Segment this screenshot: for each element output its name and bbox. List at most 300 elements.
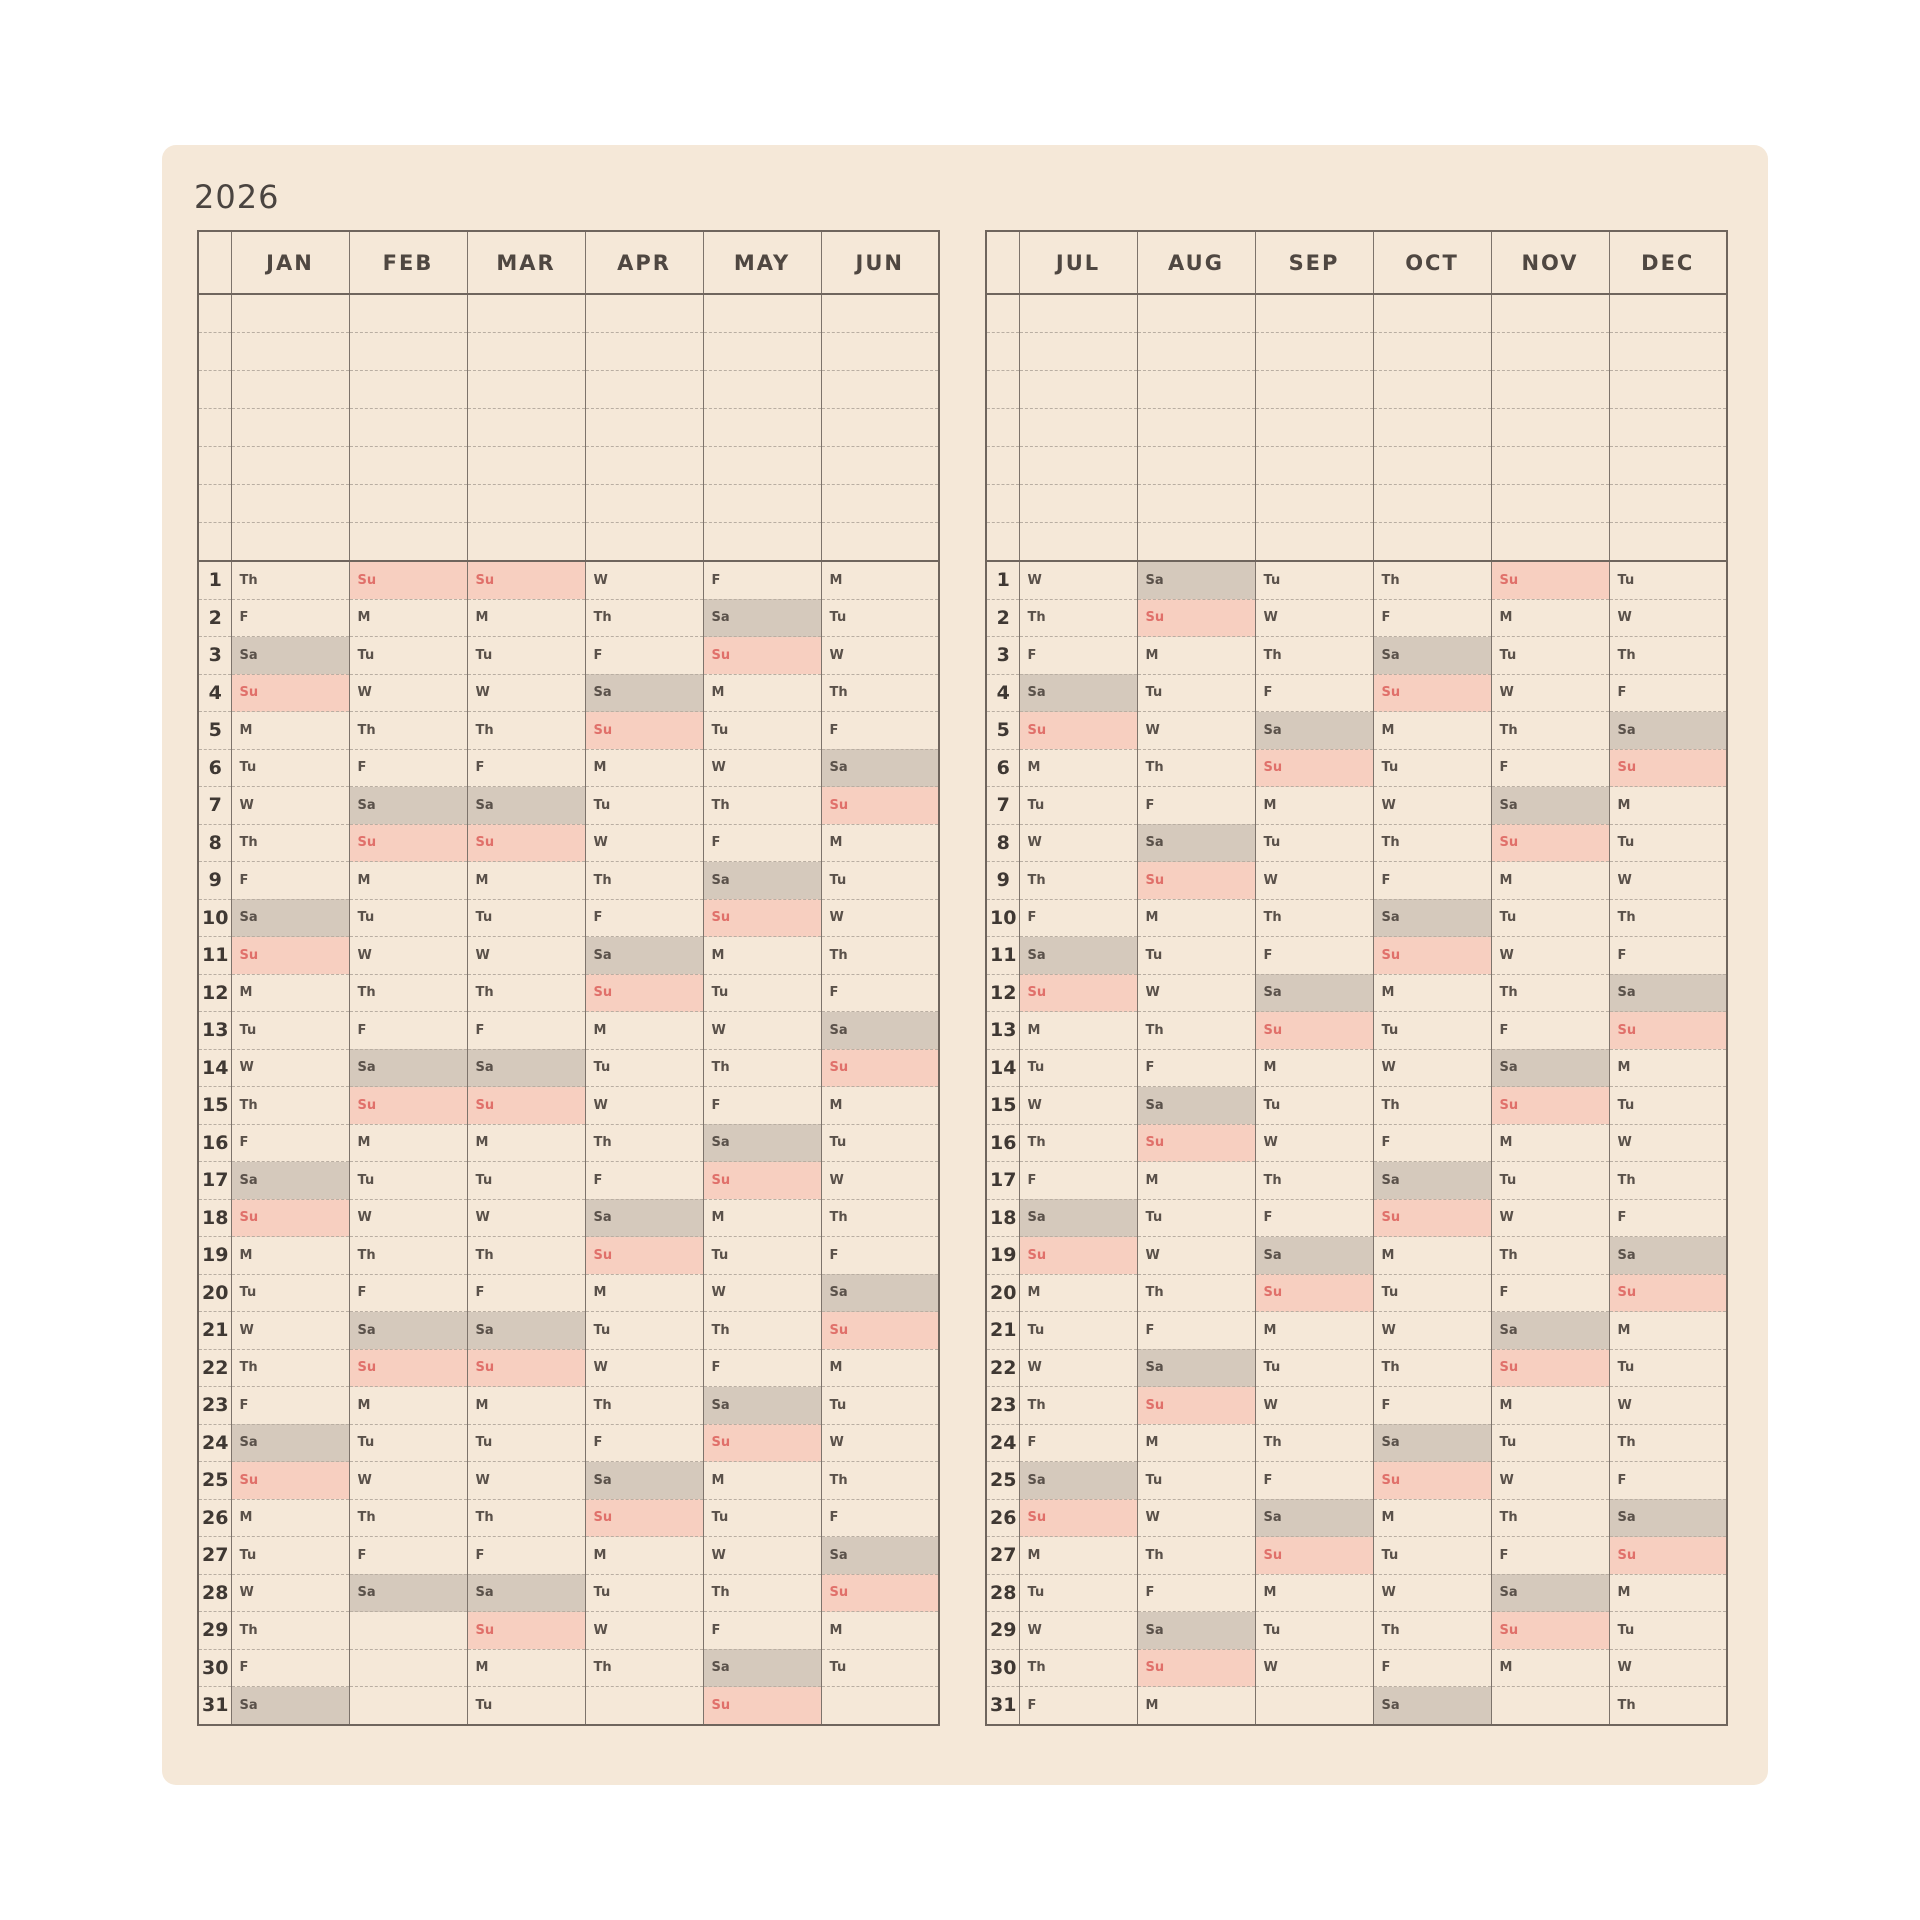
weekday-cell[interactable]: M	[1373, 1499, 1491, 1537]
weekday-cell[interactable]: Tu	[231, 1537, 349, 1575]
weekday-cell[interactable]: F	[1373, 862, 1491, 900]
weekday-cell[interactable]: Tu	[1373, 1012, 1491, 1050]
weekday-cell[interactable]: F	[1137, 1312, 1255, 1350]
note-cell[interactable]	[198, 409, 231, 447]
weekday-cell[interactable]: W	[585, 561, 703, 599]
weekday-cell[interactable]: M	[1491, 1124, 1609, 1162]
weekday-cell[interactable]: Sa	[467, 1312, 585, 1350]
weekday-cell[interactable]: W	[1019, 824, 1137, 862]
note-cell[interactable]	[1609, 333, 1727, 371]
weekday-cell[interactable]: Th	[821, 674, 939, 712]
weekday-cell[interactable]: Su	[1019, 1499, 1137, 1537]
note-cell[interactable]	[1019, 333, 1137, 371]
weekday-cell[interactable]: Th	[349, 712, 467, 750]
weekday-cell[interactable]: Sa	[1137, 1087, 1255, 1125]
note-cell[interactable]	[1609, 409, 1727, 447]
weekday-cell[interactable]: Sa	[349, 1574, 467, 1612]
weekday-cell[interactable]: W	[1491, 1199, 1609, 1237]
weekday-cell[interactable]: Su	[821, 1574, 939, 1612]
weekday-cell[interactable]: F	[1609, 937, 1727, 975]
note-cell[interactable]	[703, 523, 821, 562]
weekday-cell[interactable]: Sa	[1373, 1687, 1491, 1725]
weekday-cell[interactable]: W	[703, 1012, 821, 1050]
weekday-cell[interactable]: Su	[1491, 1612, 1609, 1650]
weekday-cell[interactable]: W	[821, 1162, 939, 1200]
weekday-cell[interactable]: Su	[703, 637, 821, 675]
note-cell[interactable]	[703, 333, 821, 371]
weekday-cell[interactable]: Su	[703, 899, 821, 937]
note-cell[interactable]	[703, 447, 821, 485]
note-cell[interactable]	[1019, 447, 1137, 485]
weekday-cell[interactable]: Th	[1137, 749, 1255, 787]
weekday-cell[interactable]: M	[467, 1649, 585, 1687]
weekday-cell[interactable]: M	[1373, 1237, 1491, 1275]
weekday-cell[interactable]: Tu	[821, 599, 939, 637]
weekday-cell[interactable]: Sa	[1491, 1574, 1609, 1612]
weekday-cell[interactable]: Th	[1491, 974, 1609, 1012]
weekday-cell[interactable]: Sa	[231, 1424, 349, 1462]
weekday-cell[interactable]: F	[1491, 1537, 1609, 1575]
weekday-cell[interactable]: Th	[1491, 1499, 1609, 1537]
weekday-cell[interactable]: M	[349, 1124, 467, 1162]
weekday-cell[interactable]: F	[1255, 1462, 1373, 1500]
weekday-cell[interactable]: W	[467, 937, 585, 975]
weekday-cell[interactable]: Su	[1609, 1537, 1727, 1575]
weekday-cell[interactable]: M	[703, 937, 821, 975]
weekday-cell[interactable]: Sa	[703, 599, 821, 637]
weekday-cell[interactable]: Tu	[1019, 1574, 1137, 1612]
note-cell[interactable]	[198, 485, 231, 523]
weekday-cell[interactable]: Th	[585, 862, 703, 900]
note-cell[interactable]	[821, 371, 939, 409]
weekday-cell[interactable]: W	[1609, 862, 1727, 900]
weekday-cell[interactable]: Su	[1373, 937, 1491, 975]
weekday-cell[interactable]: W	[1609, 1649, 1727, 1687]
weekday-cell[interactable]: Sa	[585, 1462, 703, 1500]
weekday-cell[interactable]: Su	[821, 787, 939, 825]
note-cell[interactable]	[467, 523, 585, 562]
note-cell[interactable]	[703, 371, 821, 409]
weekday-cell[interactable]: W	[1491, 937, 1609, 975]
weekday-cell[interactable]: Su	[349, 1349, 467, 1387]
note-cell[interactable]	[231, 371, 349, 409]
weekday-cell[interactable]: Sa	[1255, 974, 1373, 1012]
note-cell[interactable]	[1609, 485, 1727, 523]
weekday-cell[interactable]: Su	[1609, 1274, 1727, 1312]
note-cell[interactable]	[1373, 523, 1491, 562]
weekday-cell[interactable]: W	[821, 899, 939, 937]
weekday-cell[interactable]: M	[1609, 1049, 1727, 1087]
weekday-cell[interactable]: Su	[231, 1462, 349, 1500]
note-cell[interactable]	[1609, 371, 1727, 409]
note-cell[interactable]	[821, 485, 939, 523]
weekday-cell[interactable]: Th	[1019, 1124, 1137, 1162]
weekday-cell[interactable]: W	[1255, 599, 1373, 637]
weekday-cell[interactable]: Th	[1137, 1274, 1255, 1312]
weekday-cell[interactable]: F	[1373, 1387, 1491, 1425]
weekday-cell[interactable]: Th	[703, 787, 821, 825]
note-cell[interactable]	[585, 294, 703, 333]
weekday-cell[interactable]: M	[349, 1387, 467, 1425]
note-cell[interactable]	[349, 371, 467, 409]
weekday-cell[interactable]: M	[1491, 599, 1609, 637]
note-cell[interactable]	[467, 485, 585, 523]
weekday-cell[interactable]: Su	[231, 937, 349, 975]
note-cell[interactable]	[1491, 523, 1609, 562]
weekday-cell[interactable]: M	[1491, 1649, 1609, 1687]
note-cell[interactable]	[986, 485, 1019, 523]
weekday-cell[interactable]: W	[1609, 1387, 1727, 1425]
weekday-cell[interactable]: Th	[1255, 637, 1373, 675]
weekday-cell[interactable]: Tu	[349, 1424, 467, 1462]
weekday-cell[interactable]: Tu	[1609, 1612, 1727, 1650]
note-cell[interactable]	[1491, 485, 1609, 523]
weekday-cell[interactable]: M	[467, 1124, 585, 1162]
weekday-cell[interactable]: F	[1137, 1049, 1255, 1087]
weekday-cell[interactable]: W	[349, 1462, 467, 1500]
note-cell[interactable]	[585, 485, 703, 523]
weekday-cell[interactable]: Tu	[585, 1312, 703, 1350]
weekday-cell[interactable]: Sa	[585, 674, 703, 712]
weekday-cell[interactable]: W	[231, 787, 349, 825]
note-cell[interactable]	[986, 409, 1019, 447]
weekday-cell[interactable]: Su	[1609, 1012, 1727, 1050]
note-cell[interactable]	[231, 333, 349, 371]
weekday-cell[interactable]: Tu	[1609, 824, 1727, 862]
weekday-cell[interactable]: F	[1019, 1687, 1137, 1725]
note-cell[interactable]	[1373, 447, 1491, 485]
note-cell[interactable]	[585, 333, 703, 371]
weekday-cell[interactable]: Sa	[703, 1649, 821, 1687]
weekday-cell[interactable]: Tu	[1137, 1199, 1255, 1237]
note-cell[interactable]	[1609, 523, 1727, 562]
weekday-cell[interactable]: Su	[1609, 749, 1727, 787]
weekday-cell[interactable]: Tu	[1255, 561, 1373, 599]
weekday-cell[interactable]: M	[821, 1612, 939, 1650]
weekday-cell[interactable]: Tu	[1373, 1274, 1491, 1312]
weekday-cell[interactable]: Th	[585, 1387, 703, 1425]
weekday-cell[interactable]: M	[703, 674, 821, 712]
note-cell[interactable]	[1491, 409, 1609, 447]
weekday-cell[interactable]: Th	[231, 1612, 349, 1650]
weekday-cell[interactable]: Th	[1609, 637, 1727, 675]
weekday-cell[interactable]: Th	[1609, 899, 1727, 937]
weekday-cell[interactable]: Sa	[821, 1012, 939, 1050]
weekday-cell[interactable]: Sa	[821, 749, 939, 787]
weekday-cell[interactable]: M	[703, 1199, 821, 1237]
weekday-cell[interactable]: F	[1255, 937, 1373, 975]
weekday-cell[interactable]: F	[231, 1124, 349, 1162]
weekday-cell[interactable]: W	[231, 1312, 349, 1350]
empty-day-cell[interactable]	[349, 1687, 467, 1725]
weekday-cell[interactable]: M	[1137, 637, 1255, 675]
weekday-cell[interactable]: Su	[1491, 561, 1609, 599]
weekday-cell[interactable]: Tu	[231, 749, 349, 787]
note-cell[interactable]	[986, 371, 1019, 409]
weekday-cell[interactable]: Sa	[1137, 1349, 1255, 1387]
weekday-cell[interactable]: Sa	[1137, 561, 1255, 599]
weekday-cell[interactable]: Th	[1019, 1649, 1137, 1687]
weekday-cell[interactable]: Tu	[1373, 1537, 1491, 1575]
weekday-cell[interactable]: Sa	[1609, 974, 1727, 1012]
weekday-cell[interactable]: Th	[1373, 1087, 1491, 1125]
weekday-cell[interactable]: W	[1255, 862, 1373, 900]
weekday-cell[interactable]: Su	[467, 824, 585, 862]
weekday-cell[interactable]: F	[703, 1612, 821, 1650]
weekday-cell[interactable]: Sa	[349, 1312, 467, 1350]
weekday-cell[interactable]: Th	[467, 974, 585, 1012]
weekday-cell[interactable]: Th	[1491, 712, 1609, 750]
weekday-cell[interactable]: W	[467, 1199, 585, 1237]
weekday-cell[interactable]: Tu	[1491, 899, 1609, 937]
note-cell[interactable]	[349, 447, 467, 485]
weekday-cell[interactable]: F	[821, 1237, 939, 1275]
weekday-cell[interactable]: Tu	[1255, 1349, 1373, 1387]
weekday-cell[interactable]: F	[585, 1162, 703, 1200]
weekday-cell[interactable]: Tu	[467, 637, 585, 675]
weekday-cell[interactable]: W	[585, 824, 703, 862]
weekday-cell[interactable]: M	[467, 599, 585, 637]
weekday-cell[interactable]: F	[1255, 1199, 1373, 1237]
weekday-cell[interactable]: F	[1491, 1012, 1609, 1050]
weekday-cell[interactable]: Su	[1137, 1387, 1255, 1425]
weekday-cell[interactable]: Sa	[1491, 1049, 1609, 1087]
weekday-cell[interactable]: Su	[585, 1499, 703, 1537]
weekday-cell[interactable]: Th	[1019, 599, 1137, 637]
weekday-cell[interactable]: Su	[349, 824, 467, 862]
weekday-cell[interactable]: M	[1019, 1537, 1137, 1575]
weekday-cell[interactable]: Th	[1491, 1237, 1609, 1275]
note-cell[interactable]	[1255, 409, 1373, 447]
weekday-cell[interactable]: Th	[1255, 1424, 1373, 1462]
weekday-cell[interactable]: Tu	[821, 1649, 939, 1687]
weekday-cell[interactable]: Su	[1255, 1537, 1373, 1575]
weekday-cell[interactable]: F	[467, 749, 585, 787]
weekday-cell[interactable]: Th	[821, 937, 939, 975]
weekday-cell[interactable]: Tu	[821, 862, 939, 900]
weekday-cell[interactable]: W	[1137, 1499, 1255, 1537]
weekday-cell[interactable]: M	[1491, 862, 1609, 900]
weekday-cell[interactable]: W	[585, 1349, 703, 1387]
weekday-cell[interactable]: Sa	[1491, 1312, 1609, 1350]
note-cell[interactable]	[1373, 371, 1491, 409]
weekday-cell[interactable]: W	[1137, 1237, 1255, 1275]
note-cell[interactable]	[231, 409, 349, 447]
weekday-cell[interactable]: M	[349, 599, 467, 637]
weekday-cell[interactable]: Sa	[1491, 787, 1609, 825]
note-cell[interactable]	[1255, 447, 1373, 485]
weekday-cell[interactable]: Sa	[1373, 1424, 1491, 1462]
empty-day-cell[interactable]	[1491, 1687, 1609, 1725]
weekday-cell[interactable]: Su	[1137, 1649, 1255, 1687]
weekday-cell[interactable]: Th	[1137, 1537, 1255, 1575]
weekday-cell[interactable]: M	[1255, 787, 1373, 825]
weekday-cell[interactable]: M	[231, 712, 349, 750]
note-cell[interactable]	[821, 409, 939, 447]
note-cell[interactable]	[1019, 523, 1137, 562]
weekday-cell[interactable]: W	[231, 1049, 349, 1087]
weekday-cell[interactable]: F	[1609, 1462, 1727, 1500]
weekday-cell[interactable]: Su	[1255, 1274, 1373, 1312]
note-cell[interactable]	[349, 485, 467, 523]
weekday-cell[interactable]: Su	[349, 561, 467, 599]
weekday-cell[interactable]: Sa	[467, 787, 585, 825]
weekday-cell[interactable]: Th	[1373, 561, 1491, 599]
weekday-cell[interactable]: Sa	[821, 1537, 939, 1575]
note-cell[interactable]	[703, 409, 821, 447]
weekday-cell[interactable]: F	[1373, 599, 1491, 637]
weekday-cell[interactable]: Tu	[467, 899, 585, 937]
weekday-cell[interactable]: Tu	[349, 1162, 467, 1200]
weekday-cell[interactable]: W	[1019, 1349, 1137, 1387]
note-cell[interactable]	[1255, 523, 1373, 562]
note-cell[interactable]	[349, 294, 467, 333]
note-cell[interactable]	[198, 371, 231, 409]
weekday-cell[interactable]: W	[1137, 974, 1255, 1012]
weekday-cell[interactable]: Th	[1609, 1162, 1727, 1200]
weekday-cell[interactable]: F	[1491, 1274, 1609, 1312]
weekday-cell[interactable]: Tu	[231, 1012, 349, 1050]
note-cell[interactable]	[1137, 371, 1255, 409]
weekday-cell[interactable]: Th	[1019, 1387, 1137, 1425]
weekday-cell[interactable]: Th	[231, 1087, 349, 1125]
weekday-cell[interactable]: W	[1373, 787, 1491, 825]
note-cell[interactable]	[231, 523, 349, 562]
note-cell[interactable]	[1491, 371, 1609, 409]
weekday-cell[interactable]: Su	[1491, 1087, 1609, 1125]
note-cell[interactable]	[585, 371, 703, 409]
weekday-cell[interactable]: Su	[1019, 974, 1137, 1012]
weekday-cell[interactable]: Sa	[1373, 637, 1491, 675]
weekday-cell[interactable]: Th	[585, 599, 703, 637]
weekday-cell[interactable]: Sa	[821, 1274, 939, 1312]
weekday-cell[interactable]: M	[231, 1499, 349, 1537]
note-cell[interactable]	[231, 294, 349, 333]
weekday-cell[interactable]: Th	[467, 1499, 585, 1537]
weekday-cell[interactable]: F	[467, 1012, 585, 1050]
weekday-cell[interactable]: Sa	[1255, 1499, 1373, 1537]
weekday-cell[interactable]: F	[703, 1349, 821, 1387]
weekday-cell[interactable]: Su	[585, 1237, 703, 1275]
weekday-cell[interactable]: Su	[1491, 824, 1609, 862]
weekday-cell[interactable]: Th	[1255, 899, 1373, 937]
weekday-cell[interactable]: Tu	[585, 1049, 703, 1087]
weekday-cell[interactable]: Sa	[703, 862, 821, 900]
weekday-cell[interactable]: Sa	[231, 637, 349, 675]
weekday-cell[interactable]: W	[1137, 712, 1255, 750]
weekday-cell[interactable]: W	[1373, 1574, 1491, 1612]
note-cell[interactable]	[1609, 447, 1727, 485]
weekday-cell[interactable]: Th	[349, 1499, 467, 1537]
weekday-cell[interactable]: Sa	[1019, 937, 1137, 975]
note-cell[interactable]	[986, 523, 1019, 562]
weekday-cell[interactable]: M	[1609, 1574, 1727, 1612]
note-cell[interactable]	[349, 333, 467, 371]
weekday-cell[interactable]: Sa	[1137, 824, 1255, 862]
note-cell[interactable]	[198, 523, 231, 562]
note-cell[interactable]	[467, 447, 585, 485]
note-cell[interactable]	[467, 333, 585, 371]
weekday-cell[interactable]: Th	[349, 974, 467, 1012]
weekday-cell[interactable]: Tu	[1255, 1612, 1373, 1650]
weekday-cell[interactable]: Su	[1255, 1012, 1373, 1050]
weekday-cell[interactable]: M	[585, 1012, 703, 1050]
weekday-cell[interactable]: M	[1255, 1574, 1373, 1612]
note-cell[interactable]	[1255, 371, 1373, 409]
weekday-cell[interactable]: F	[821, 1499, 939, 1537]
weekday-cell[interactable]: W	[1491, 674, 1609, 712]
weekday-cell[interactable]: Su	[1137, 599, 1255, 637]
weekday-cell[interactable]: W	[703, 1537, 821, 1575]
weekday-cell[interactable]: Th	[1019, 862, 1137, 900]
weekday-cell[interactable]: Su	[467, 1349, 585, 1387]
weekday-cell[interactable]: W	[1491, 1462, 1609, 1500]
weekday-cell[interactable]: W	[467, 674, 585, 712]
note-cell[interactable]	[1491, 294, 1609, 333]
weekday-cell[interactable]: M	[1019, 1012, 1137, 1050]
weekday-cell[interactable]: M	[1137, 899, 1255, 937]
weekday-cell[interactable]: Sa	[1019, 1199, 1137, 1237]
weekday-cell[interactable]: M	[231, 1237, 349, 1275]
weekday-cell[interactable]: M	[231, 974, 349, 1012]
weekday-cell[interactable]: Su	[585, 974, 703, 1012]
weekday-cell[interactable]: Su	[467, 561, 585, 599]
weekday-cell[interactable]: Th	[349, 1237, 467, 1275]
note-cell[interactable]	[231, 485, 349, 523]
weekday-cell[interactable]: F	[703, 824, 821, 862]
weekday-cell[interactable]: W	[349, 937, 467, 975]
weekday-cell[interactable]: M	[1137, 1687, 1255, 1725]
weekday-cell[interactable]: Th	[1373, 1349, 1491, 1387]
weekday-cell[interactable]: M	[703, 1462, 821, 1500]
weekday-cell[interactable]: Tu	[1137, 1462, 1255, 1500]
note-cell[interactable]	[1019, 294, 1137, 333]
weekday-cell[interactable]: Tu	[1019, 1312, 1137, 1350]
note-cell[interactable]	[1137, 523, 1255, 562]
weekday-cell[interactable]: Tu	[585, 787, 703, 825]
weekday-cell[interactable]: Th	[821, 1462, 939, 1500]
note-cell[interactable]	[986, 333, 1019, 371]
weekday-cell[interactable]: F	[1609, 674, 1727, 712]
weekday-cell[interactable]: F	[703, 561, 821, 599]
weekday-cell[interactable]: Tu	[467, 1687, 585, 1725]
weekday-cell[interactable]: F	[703, 1087, 821, 1125]
weekday-cell[interactable]: M	[821, 561, 939, 599]
weekday-cell[interactable]: Th	[467, 1237, 585, 1275]
note-cell[interactable]	[349, 409, 467, 447]
weekday-cell[interactable]: Th	[821, 1199, 939, 1237]
weekday-cell[interactable]: F	[1019, 637, 1137, 675]
note-cell[interactable]	[1019, 409, 1137, 447]
note-cell[interactable]	[986, 294, 1019, 333]
note-cell[interactable]	[821, 294, 939, 333]
weekday-cell[interactable]: Th	[1609, 1687, 1727, 1725]
weekday-cell[interactable]: Su	[1019, 1237, 1137, 1275]
weekday-cell[interactable]: F	[585, 637, 703, 675]
note-cell[interactable]	[1373, 294, 1491, 333]
weekday-cell[interactable]: Tu	[467, 1162, 585, 1200]
weekday-cell[interactable]: Tu	[1609, 1087, 1727, 1125]
note-cell[interactable]	[821, 523, 939, 562]
weekday-cell[interactable]: Tu	[703, 712, 821, 750]
weekday-cell[interactable]: W	[349, 674, 467, 712]
empty-day-cell[interactable]	[821, 1687, 939, 1725]
weekday-cell[interactable]: Tu	[467, 1424, 585, 1462]
weekday-cell[interactable]: M	[1491, 1387, 1609, 1425]
weekday-cell[interactable]: Th	[231, 1349, 349, 1387]
weekday-cell[interactable]: M	[585, 1274, 703, 1312]
weekday-cell[interactable]: W	[1609, 1124, 1727, 1162]
